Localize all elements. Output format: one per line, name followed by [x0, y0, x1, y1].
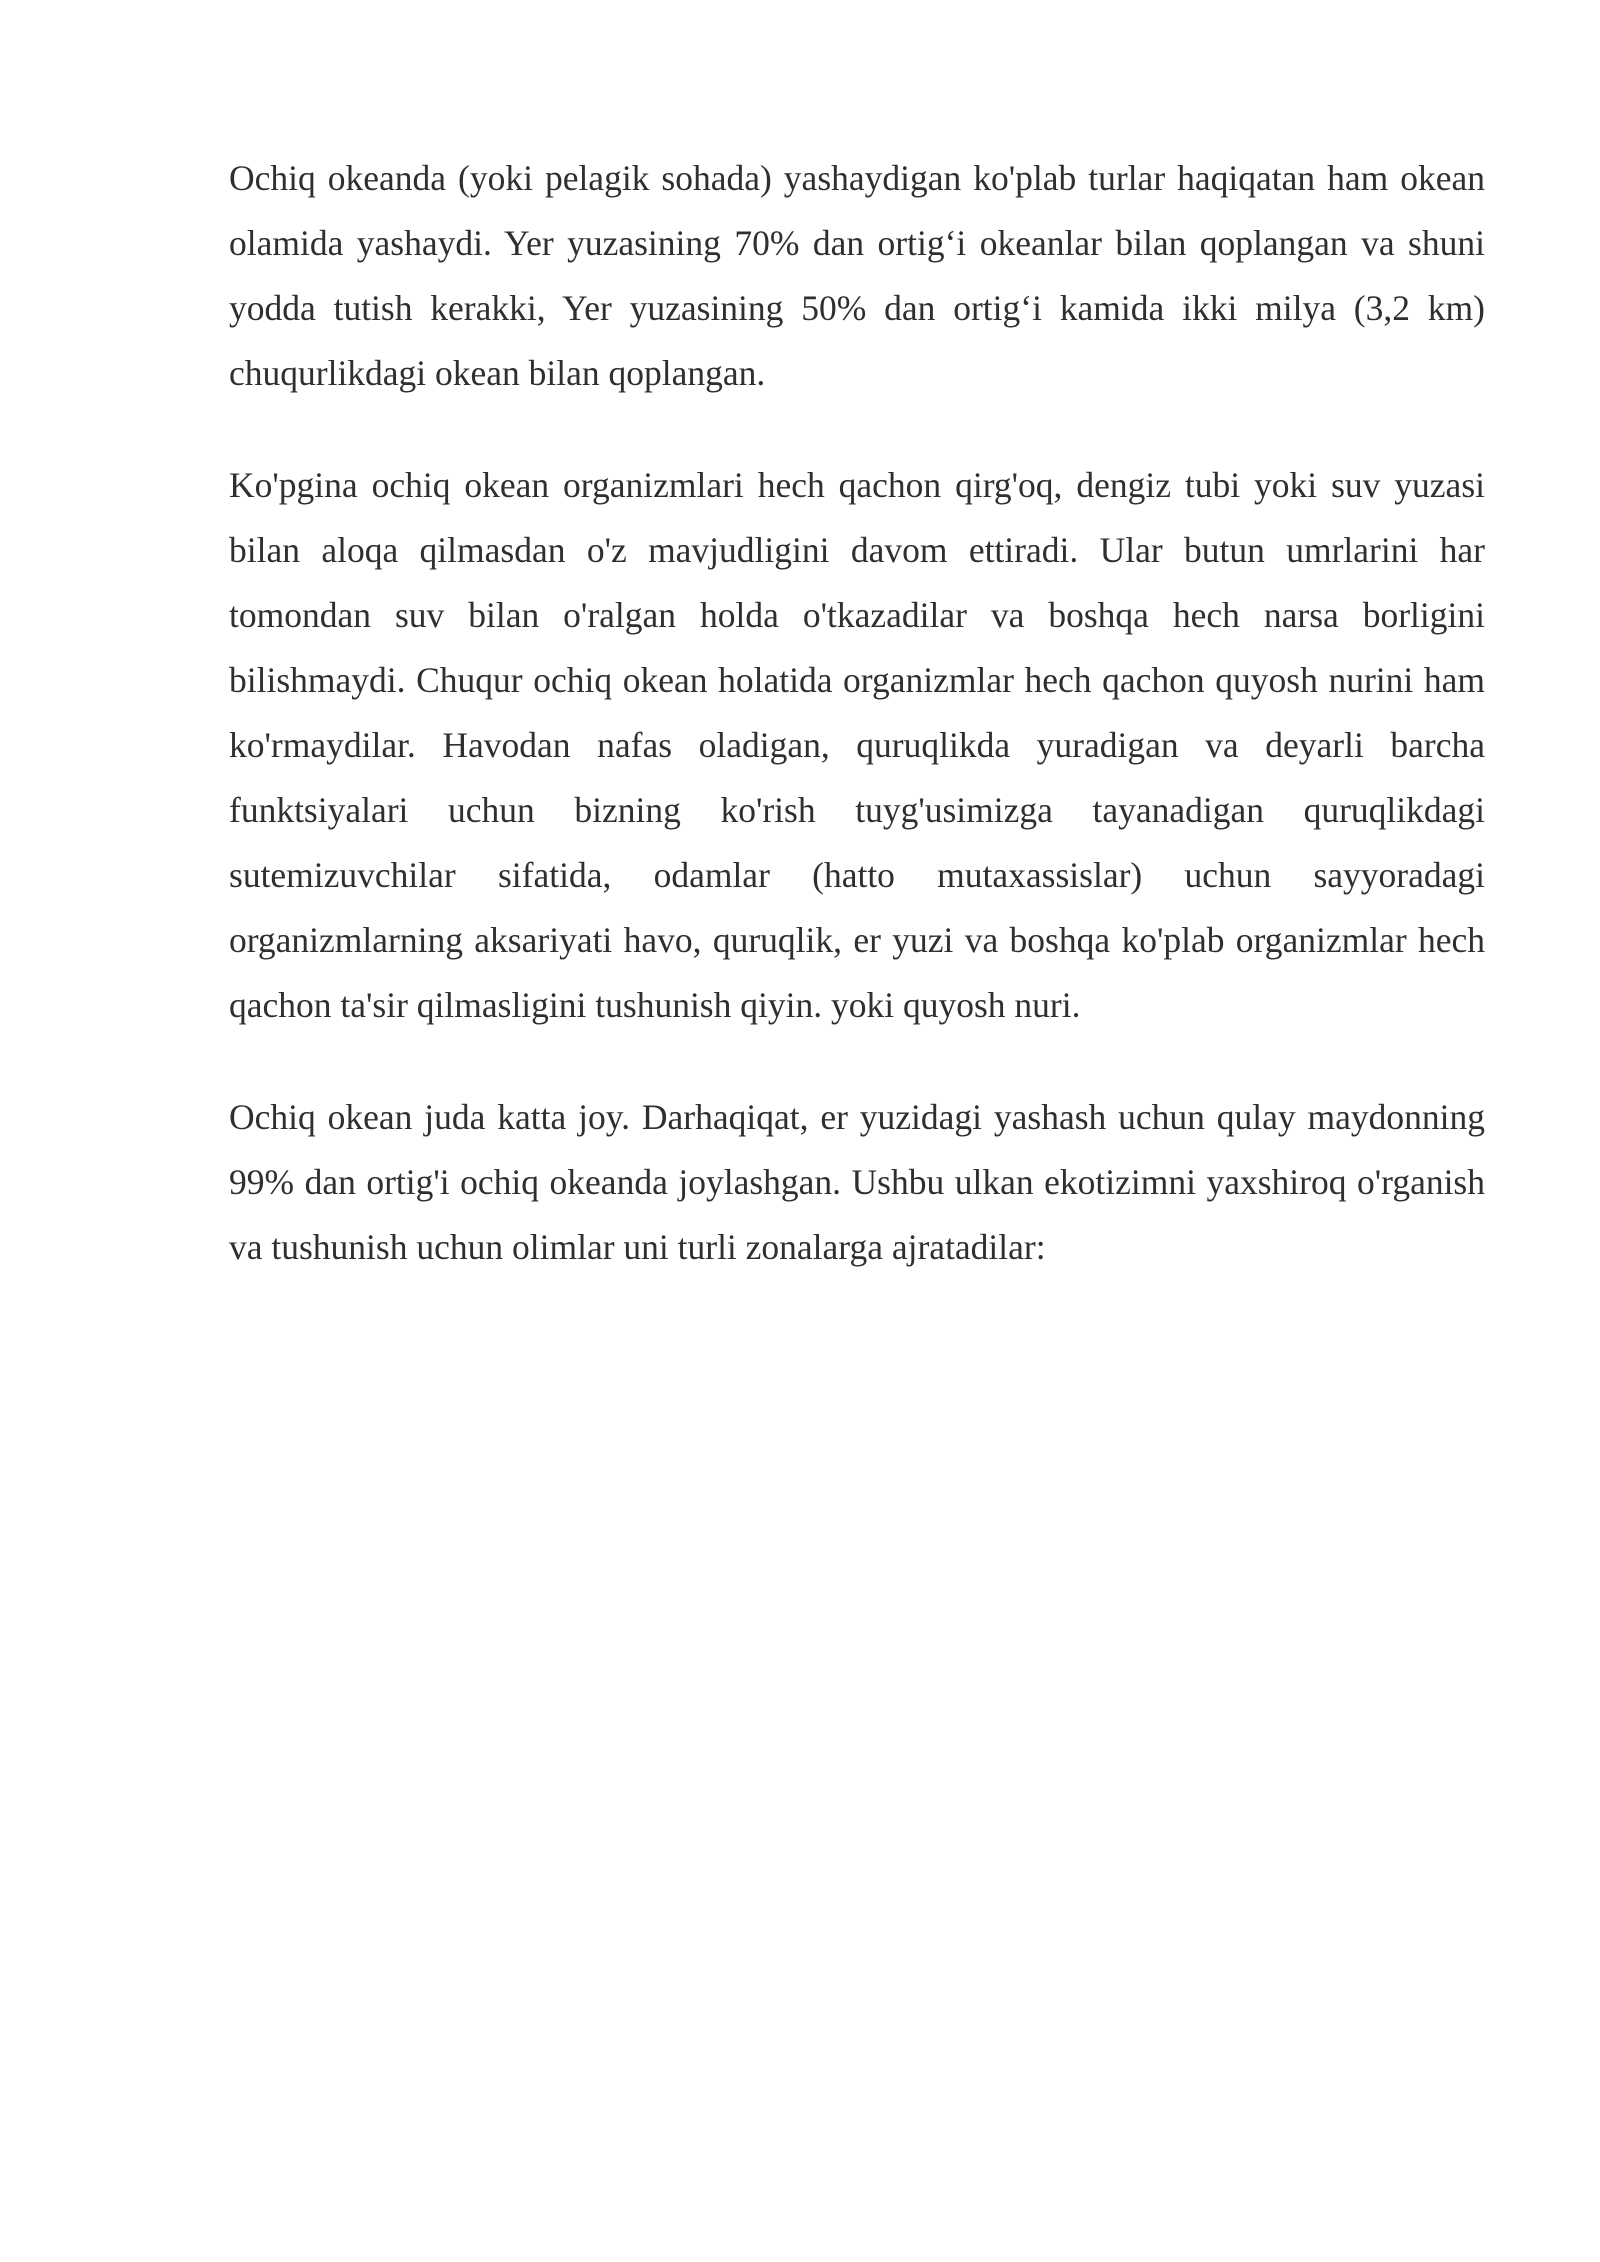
- paragraph-1: Ochiq okeanda (yoki pelagik sohada) yashaydigan ko'plab turlar haqiqatan ham okean olamida yashaydi. Yer yuzasining 70% dan ortig‘i okeanlar bilan qoplangan va shuni yodda tutish kerakki, Yer yuzasining 50% dan ortig‘i kamida ikki milya (3,2 km) chuqurlikdagi okean bilan qoplangan.: [229, 158, 1485, 393]
- paragraph-2: Ko'pgina ochiq okean organizmlari hech qachon qirg'oq, dengiz tubi yoki suv yuzasi bilan aloqa qilmasdan o'z mavjudligini davom ettiradi. Ular butun umrlarini har tomondan suv bilan o'ralgan holda o'tkazadilar va boshqa hech narsa borligini bilishmaydi. Chuqur ochiq okean holatida organizmlar hech qachon quyosh nurini ham ko'rmaydilar. Havodan nafas oladigan, quruqlikda yuradigan va deyarli barcha funktsiyalari uchun bizning ko'rish tuyg'usimizga tayanadigan quruqlikdagi sutemizuvchilar sifatida, odamlar (hatto mutaxassislar) uchun sayyoradagi organizmlarning aksariyati havo, quruqlik, er yuzi va boshqa ko'plab organizmlar hech qachon ta'sir qilmasligini tushunish qiyin. yoki quyosh nuri.: [229, 465, 1485, 1025]
- document-body: [229, 146, 1485, 1327]
- paragraph-3: Ochiq okean juda katta joy. Darhaqiqat, er yuzidagi yashash uchun qulay maydonning 99% dan ortig'i ochiq okeanda joylashgan. Ushbu ulkan ekotizimni yaxshiroq o'rganish va tushunish uchun olimlar uni turli zonalarga ajratadilar:: [229, 1097, 1485, 1267]
